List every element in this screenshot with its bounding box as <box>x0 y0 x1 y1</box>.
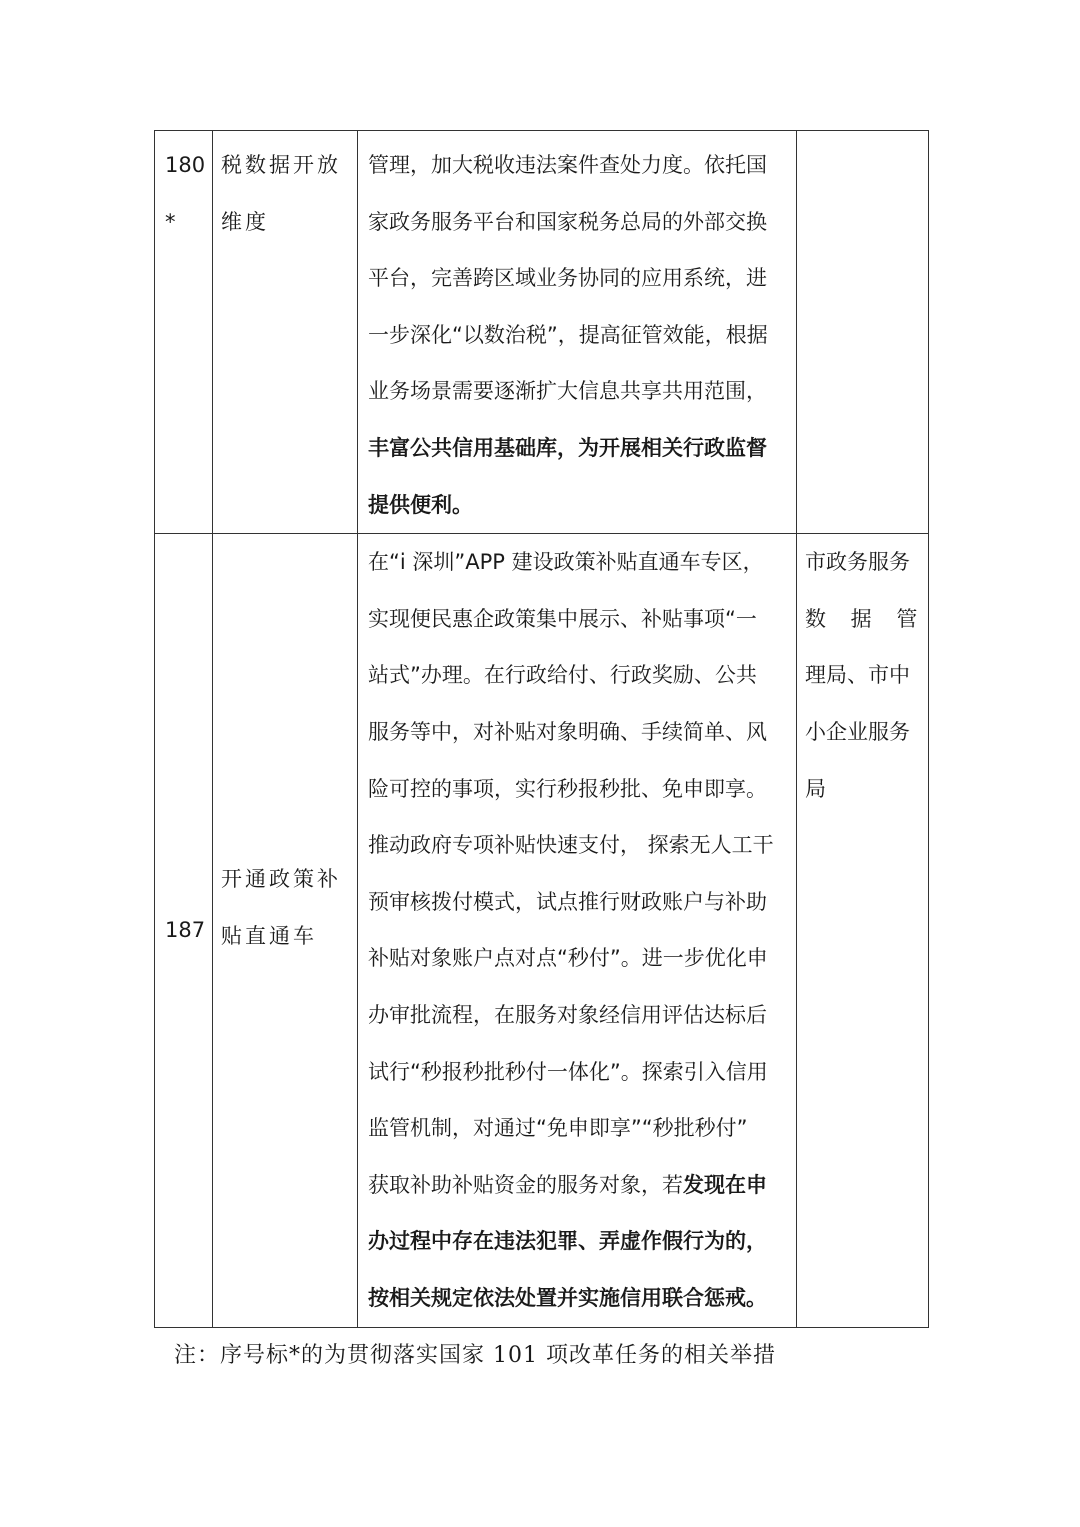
row-number: 187 <box>165 918 206 943</box>
content-line-bold: 丰富公共信用基础库，为开展相关行政监督 <box>368 435 767 460</box>
content-line: 办审批流程，在服务对象经信用评估达标后 <box>368 1002 767 1027</box>
item-line: 开通政策补 <box>221 867 341 892</box>
item-line: 税数据开放 <box>221 153 341 177</box>
content-line-bold: 提供便利。 <box>368 492 473 517</box>
department-line: 市政务服务 <box>805 550 910 575</box>
content-line: 站式”办理。在行政给付、行政奖励、公共 <box>368 663 757 688</box>
item-line: 贴直通车 <box>221 923 317 948</box>
content-line: 家政务服务平台和国家税务总局的外部交换 <box>368 209 767 234</box>
item-cell <box>213 131 358 534</box>
content-line-mixed <box>368 1157 788 1214</box>
content-fragment-bold: 发现在申 <box>683 1172 767 1197</box>
content-line: 推动政府专项补贴快速支付， 探索无人工干 <box>368 833 774 858</box>
item-cell <box>213 534 358 1328</box>
content-line: 服务等中，对补贴对象明确、手续简单、风 <box>368 719 767 744</box>
content-cell <box>358 534 797 1328</box>
content-line: 监管机制，对通过“免申即享”“秒批秒付” <box>368 1116 748 1141</box>
content-line-bold: 办过程中存在违法犯罪、弄虚作假行为的， <box>368 1229 767 1254</box>
content-line: 预审核拨付模式，试点推行财政账户与补助 <box>368 889 767 914</box>
content-cell <box>358 131 797 534</box>
measures-table <box>154 130 929 1328</box>
content-line: 平台，完善跨区域业务协同的应用系统，进 <box>368 266 767 291</box>
department-line: 理局、市中 <box>805 663 910 688</box>
department-line: 小企业服务 <box>805 719 910 744</box>
content-line: 实现便民惠企政策集中展示、补贴事项“一 <box>368 606 757 631</box>
table-footnote: 注：序号标*的为贯彻落实国家 101 项改革任务的相关举措 <box>174 1343 776 1368</box>
department-line: 数 据 管 <box>805 606 918 631</box>
row-number-cell <box>155 534 213 1328</box>
table-row <box>155 131 929 534</box>
content-line-bold: 按相关规定依法处置并实施信用联合惩戒。 <box>368 1285 767 1310</box>
row-number-star: * <box>165 209 176 234</box>
content-fragment: 获取补助补贴资金的服务对象，若 <box>368 1172 683 1197</box>
department-cell <box>797 131 929 534</box>
row-number-cell <box>155 131 213 534</box>
department-cell <box>797 534 929 1328</box>
content-line: 补贴对象账户点对点“秒付”。进一步优化申 <box>368 946 768 971</box>
row-number: 180 <box>165 153 206 177</box>
content-line: 业务场景需要逐渐扩大信息共享共用范围， <box>368 379 767 404</box>
content-line: 管理，加大税收违法案件查处力度。依托国 <box>368 153 767 177</box>
department-line: 局 <box>805 776 826 801</box>
item-line: 维度 <box>221 209 269 234</box>
content-line: 险可控的事项，实行秒报秒批、免申即享。 <box>368 776 767 801</box>
content-line: 一步深化“以数治税”，提高征管效能，根据 <box>368 322 768 347</box>
content-line: 在“i 深圳”APP 建设政策补贴直通车专区， <box>368 550 764 575</box>
content-line: 试行“秒报秒批秒付一体化”。探索引入信用 <box>368 1059 768 1084</box>
table-row <box>155 534 929 1328</box>
